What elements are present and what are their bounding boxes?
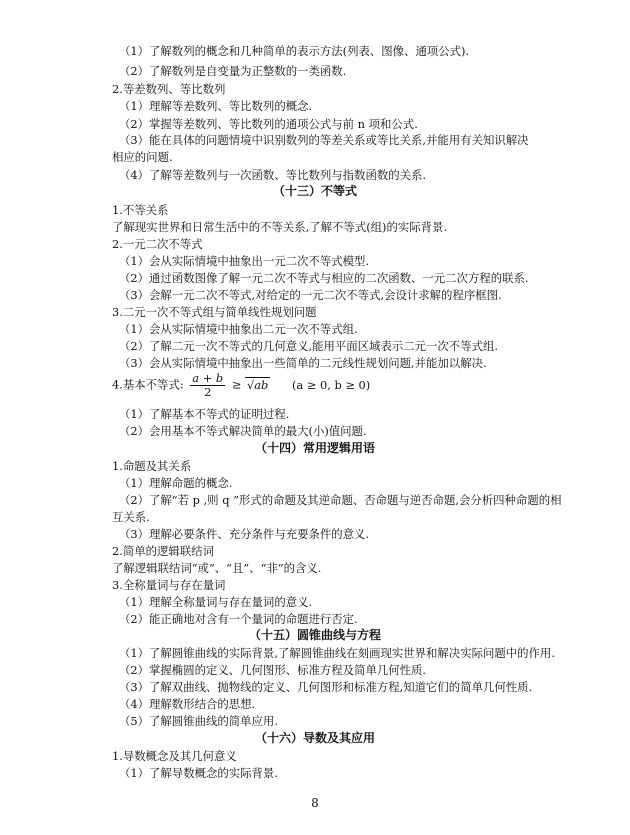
text-line: 3.二元一次不等式组与简单线性规划问题 [112,305,317,319]
text-line: 3.全称量词与存在量词 [112,578,226,592]
text-line: （3）了解双曲线、抛物线的定义、几何图形和标准方程,知道它们的简单几何性质. [119,680,533,694]
text-line: （3）会解一元二次不等式,对给定的一元二次不等式,会设计求解的程序框图. [119,288,502,302]
formula-condition: (a ≥ 0, b ≥ 0) [291,377,371,392]
fraction-denominator: 2 [204,385,212,399]
fraction-numerator: a + b [192,371,224,385]
text-line: 互关系. [112,510,150,524]
text-line: 2.一元二次不等式 [112,237,203,251]
text-line: （2）通过函数图像了解一元二次不等式与相应的二次函数、一元二次方程的联系. [119,271,529,285]
text-line: （4）理解数形结合的思想. [119,697,256,711]
text-line: 1.导数概念及其几何意义 [112,749,237,763]
text-line: （3）会从实际情境中抽象出一些简单的二元线性规划问题,并能加以解决. [119,356,487,370]
text-line: 2.等差数列、等比数列 [112,82,226,96]
text-line: （1）了解圆锥曲线的实际背景,了解圆锥曲线在刻画现实世界和解决实际问题中的作用. [119,646,555,660]
formula-label: 4.基本不等式: [112,377,184,392]
text-line: （1）理解等差数列、等比数列的概念. [119,99,313,113]
text-line: （1）了解基本不等式的证明过程. [119,407,290,421]
text-line: （1）了解导数概念的实际背景. [119,766,278,780]
text-line: （2）了解“若 p ,则 q ”形式的命题及其逆命题、否命题与逆否命题,会分析四种命题的相 [119,493,562,507]
geq-symbol: ≥ [231,377,242,392]
text-line: （2）掌握等差数列、等比数列的通项公式与前 n 项和公式. [119,117,418,131]
text-line: （3）理解必要条件、充分条件与充要条件的意义. [119,527,370,541]
page-number: 8 [311,796,319,810]
text-line: 了解现实世界和日常生活中的不等关系,了解不等式(组)的实际背景. [112,220,448,234]
text-line: 相应的问题. [112,150,173,164]
text-line: （1）理解命题的概念. [119,476,233,490]
text-line: （2）掌握椭圆的定义、几何图形、标准方程及简单几何性质. [119,663,427,677]
text-line: （2）了解二元一次不等式的几何意义,能用平面区域表示二元一次不等式组. [119,339,498,353]
section-heading: （十五）圆锥曲线与方程 [248,628,381,642]
sqrt-expression: √ab [246,377,269,392]
section-heading: （十三）不等式 [272,184,357,198]
section-heading: （十六）导数及其应用 [254,731,375,745]
basic-inequality-formula [112,372,370,399]
text-line: （1）会从实际情境中抽象出二元一次不等式组. [119,322,358,336]
text-line: （3）能在具体的问题情境中识别数列的等差关系或等比关系,并能用有关知识解决 [119,133,529,147]
text-line: （2）了解数列是自变量为正整数的一类函数. [119,64,347,78]
text-line: 2.简单的逻辑联结词 [112,544,214,558]
text-line: 了解逻辑联结词“或”、“且”、“非”的含义. [112,561,322,575]
text-line: 1.不等关系 [112,203,169,217]
text-line: （2）能正确地对含有一个量词的命题进行否定. [119,612,358,626]
section-heading: （十四）常用逻辑用语 [254,441,375,455]
text-line: （2）会用基本不等式解决简单的最大(小)值问题. [119,424,367,438]
text-line: 1.命题及其关系 [112,459,192,473]
text-line: （1）理解全称量词与存在量词的意义. [119,595,313,609]
fraction [190,372,225,399]
text-line: （4）了解等差数列与一次函数、等比数列与指数函数的关系. [119,168,427,182]
text-line: （5）了解圆锥曲线的简单应用. [119,714,278,728]
text-line: （1）了解数列的概念和几种简单的表示方法(列表、图像、通项公式). [119,44,470,58]
text-line: （1）会从实际情境中抽象出一元二次不等式模型. [119,254,370,268]
